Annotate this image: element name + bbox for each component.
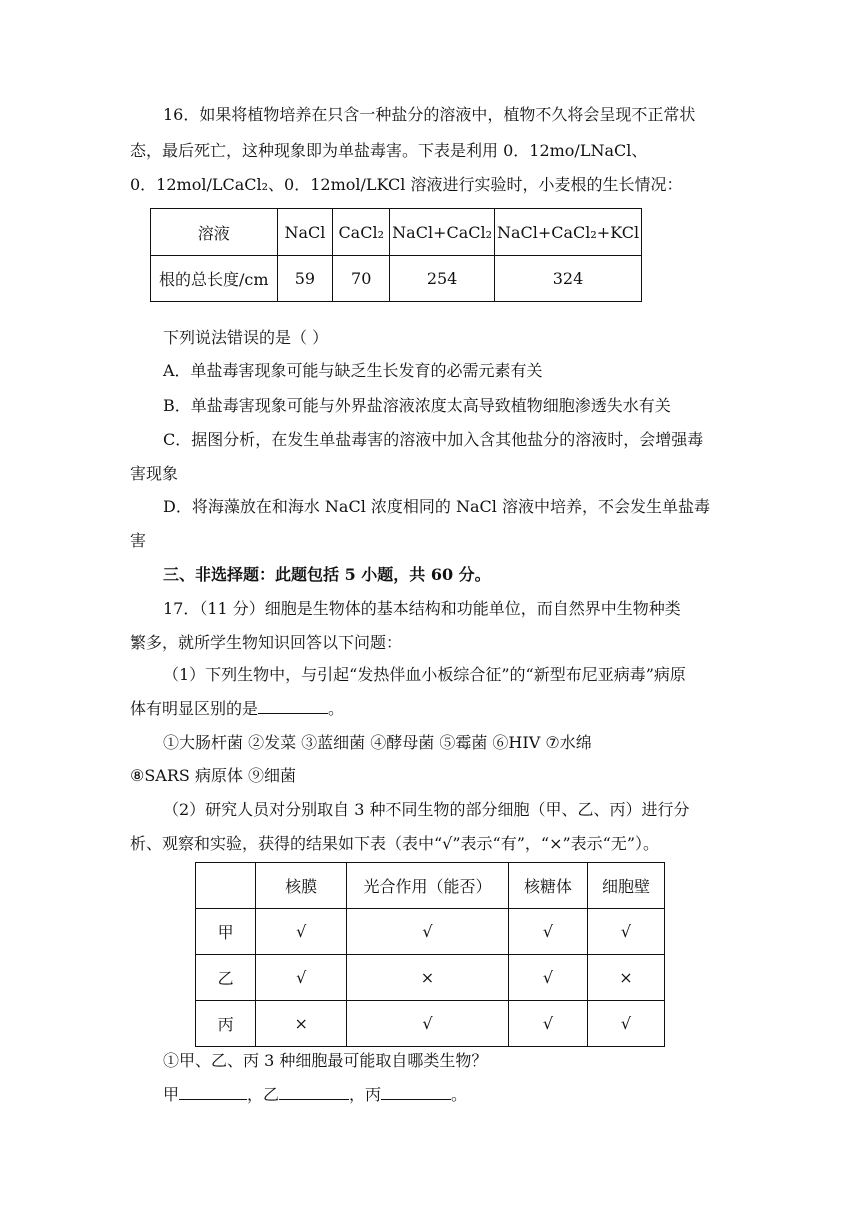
table-cell: × <box>347 955 509 1001</box>
q16-line1: 16．如果将植物培养在只含一种盐分的溶液中，植物不久将会呈现不正常状 <box>163 105 696 124</box>
table-cell: √ <box>587 909 664 955</box>
option-a: A．单盐毒害现象可能与缺乏生长发育的必需元素有关 <box>163 361 543 380</box>
table-cell: √ <box>508 1001 587 1047</box>
table-cell: √ <box>587 1001 664 1047</box>
option-c-line2: 害现象 <box>130 464 179 483</box>
section-heading: 三、非选择题：此题包括 5 小题，共 60 分。 <box>163 565 491 584</box>
label-jia: 甲 <box>163 1085 180 1104</box>
table-cell: √ <box>347 1001 509 1047</box>
table-cell: √ <box>256 955 347 1001</box>
answer-blank[interactable] <box>258 698 328 714</box>
table-header-label: 溶液 <box>151 209 278 256</box>
table-col-header: NaCl+CaCl₂+KCl <box>495 209 642 256</box>
table-col-header: 光合作用（能否） <box>347 863 509 909</box>
answer-line <box>163 1084 467 1106</box>
table-corner <box>196 863 256 909</box>
label-bing: ，丙 <box>349 1085 382 1104</box>
table-row-label: 丙 <box>196 1001 256 1047</box>
table-row-label: 乙 <box>196 955 256 1001</box>
table-cell: √ <box>347 909 509 955</box>
table-cell: 324 <box>495 256 642 302</box>
table-col-header: 细胞壁 <box>587 863 664 909</box>
option-d-line2: 害 <box>130 531 147 550</box>
q17-line2: 繁多，就所学生物知识回答以下问题： <box>130 633 403 652</box>
q17-sub1: ①甲、乙、丙 3 种细胞最可能取自哪类生物？ <box>163 1051 488 1070</box>
label-yi: ，乙 <box>247 1085 280 1104</box>
table-cell: 254 <box>390 256 495 302</box>
q16-prompt: 下列说法错误的是（ ） <box>163 328 329 347</box>
period: 。 <box>328 699 345 718</box>
answer-blank-jia[interactable] <box>179 1084 247 1100</box>
answer-blank-bing[interactable] <box>381 1084 451 1100</box>
table-cell: × <box>587 955 664 1001</box>
table-cell: 59 <box>277 256 333 302</box>
table-col-header: 核膜 <box>256 863 347 909</box>
q16-table <box>150 208 642 302</box>
q17-part2-line2: 析、观察和实验，获得的结果如下表（表中“√”表示“有”，“×”表示“无”）。 <box>130 834 660 853</box>
period: 。 <box>451 1085 468 1104</box>
option-d-line1: D．将海藻放在和海水 NaCl 浓度相同的 NaCl 溶液中培养，不会发生单盐毒 <box>163 497 710 516</box>
q17-table <box>195 862 665 1047</box>
q16-line3: 0．12mol/LCaCl₂、0．12mol/LKCl 溶液进行实验时，小麦根的生长情况： <box>130 175 683 194</box>
table-col-header: CaCl₂ <box>333 209 390 256</box>
option-c-line1: C．据图分析，在发生单盐毒害的溶液中加入含其他盐分的溶液时，会增强毒 <box>163 430 704 449</box>
q16-line2: 态，最后死亡，这种现象即为单盐毒害。下表是利用 0．12mo/LNaCl、 <box>130 141 648 160</box>
table-row <box>196 955 665 1001</box>
table-cell: × <box>256 1001 347 1047</box>
q17-line1: 17．（11 分）细胞是生物体的基本结构和功能单位，而自然界中生物种类 <box>163 599 681 618</box>
table-row <box>196 909 665 955</box>
q17-part1-text: 体有明显区别的是 <box>130 699 259 718</box>
answer-blank-yi[interactable] <box>279 1084 349 1100</box>
table-cell: √ <box>508 955 587 1001</box>
organisms-line1: ①大肠杆菌 ②发菜 ③蓝细菌 ④酵母菌 ⑤霉菌 ⑥HIV ⑦水绵 <box>163 733 592 752</box>
table-row-label: 根的总长度/cm <box>151 256 278 302</box>
q17-part1-line1: （1）下列生物中，与引起“发热伴血小板综合征”的“新型布尼亚病毒”病原 <box>163 665 686 684</box>
table-row-label: 甲 <box>196 909 256 955</box>
table-cell: 70 <box>333 256 390 302</box>
table-col-header: NaCl+CaCl₂ <box>390 209 495 256</box>
table-cell: √ <box>256 909 347 955</box>
option-b: B．单盐毒害现象可能与外界盐溶液浓度太高导致植物细胞渗透失水有关 <box>163 396 671 415</box>
q17-part1-line2 <box>130 698 344 720</box>
table-col-header: NaCl <box>277 209 333 256</box>
table-row <box>196 1001 665 1047</box>
q17-part2-line1: （2）研究人员对分别取自 3 种不同生物的部分细胞（甲、乙、丙）进行分 <box>163 800 690 819</box>
table-cell: √ <box>508 909 587 955</box>
organisms-line2: ⑧SARS 病原体 ⑨细菌 <box>130 766 297 785</box>
table-col-header: 核糖体 <box>508 863 587 909</box>
